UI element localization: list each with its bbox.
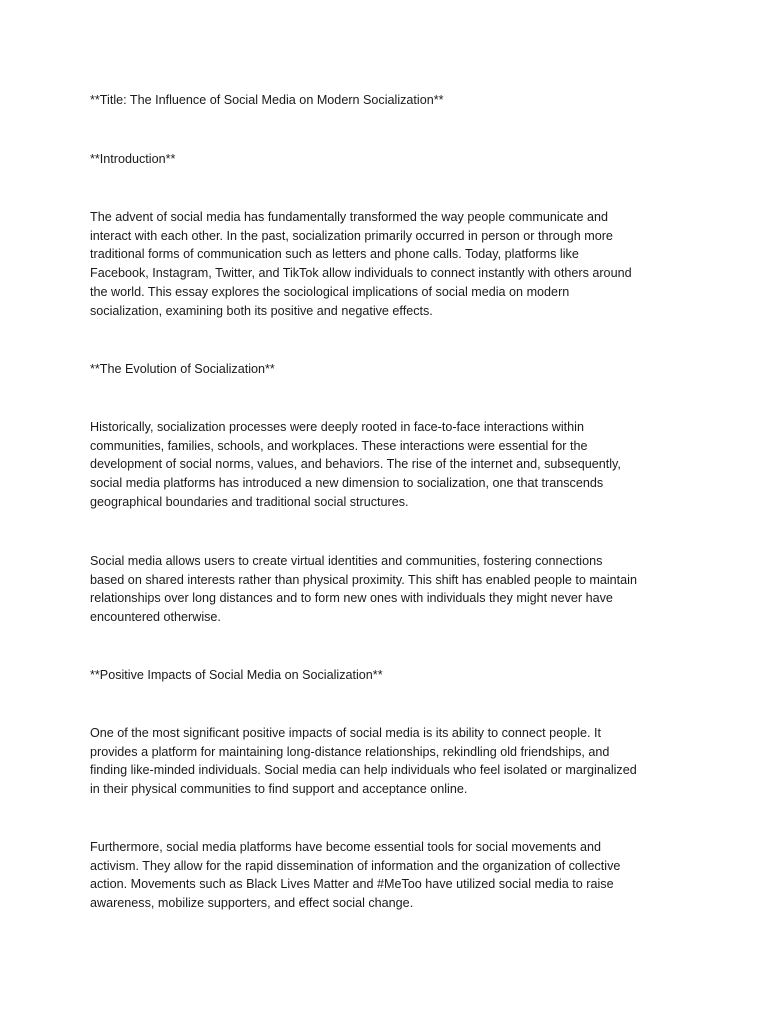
paragraph-line: encountered otherwise. bbox=[90, 610, 221, 625]
evolution-heading: **The Evolution of Socialization** bbox=[90, 362, 275, 376]
paragraph-line: Furthermore, social media platforms have become essential tools for social movements and bbox=[90, 840, 601, 854]
paragraph-line: Facebook, Instagram, Twitter, and TikTok allow individuals to connect instantly with others around bbox=[90, 266, 632, 281]
paragraph-line: traditional forms of communication such as letters and phone calls. Today, platforms like bbox=[90, 247, 579, 262]
paragraph-line: the world. This essay explores the sociological implications of social media on modern bbox=[90, 284, 570, 299]
paragraph-line: relationships over long distances and to form new ones with individuals they might never have bbox=[90, 591, 613, 606]
paragraph-line: socialization, examining both its positive and negative effects. bbox=[90, 303, 433, 318]
paragraph-line: awareness, mobilize supporters, and effect social change. bbox=[90, 896, 414, 911]
positive-paragraph-1 bbox=[90, 724, 690, 799]
evolution-paragraph-2 bbox=[90, 552, 690, 627]
paragraph-line: provides a platform for maintaining long-distance relationships, rekindling old friendships, and bbox=[90, 744, 610, 759]
paragraph-line: action. Movements such as Black Lives Matter and #MeToo have utilized social media to raise bbox=[90, 877, 614, 892]
paragraph-line: Social media allows users to create virtual identities and communities, fostering connections bbox=[90, 554, 603, 568]
paragraph-line: communities, families, schools, and workplaces. These interactions were essential for the bbox=[90, 438, 588, 453]
paragraph-line: finding like-minded individuals. Social media can help individuals who feel isolated or marginalized bbox=[90, 763, 637, 778]
introduction-heading: **Introduction** bbox=[90, 152, 176, 166]
paragraph-line: The advent of social media has fundamentally transformed the way people communicate and bbox=[90, 210, 609, 224]
paragraph-line: based on shared interests rather than physical proximity. This shift has enabled people to maintain bbox=[90, 572, 637, 587]
positive-paragraph-2 bbox=[90, 838, 690, 913]
paragraph-line: development of social norms, values, and behaviors. The rise of the internet and, subsequently, bbox=[90, 457, 621, 472]
paragraph-line: geographical boundaries and traditional social structures. bbox=[90, 494, 409, 509]
positive-impacts-heading: **Positive Impacts of Social Media on Socialization** bbox=[90, 668, 383, 682]
paragraph-line: interact with each other. In the past, socialization primarily occurred in person or through more bbox=[90, 228, 613, 243]
evolution-paragraph-1 bbox=[90, 418, 690, 512]
paragraph-line: in their physical communities to find support and acceptance online. bbox=[90, 782, 468, 797]
document-title: **Title: The Influence of Social Media on Modern Socialization** bbox=[90, 93, 444, 107]
paragraph-line: Historically, socialization processes were deeply rooted in face-to-face interactions within bbox=[90, 420, 584, 434]
paragraph-line: One of the most significant positive impacts of social media is its ability to connect people. It bbox=[90, 726, 601, 740]
paragraph-line: social media platforms has introduced a new dimension to socialization, one that transcends bbox=[90, 476, 604, 491]
paragraph-line: activism. They allow for the rapid dissemination of information and the organization of collective bbox=[90, 858, 621, 873]
introduction-paragraph bbox=[90, 208, 690, 320]
